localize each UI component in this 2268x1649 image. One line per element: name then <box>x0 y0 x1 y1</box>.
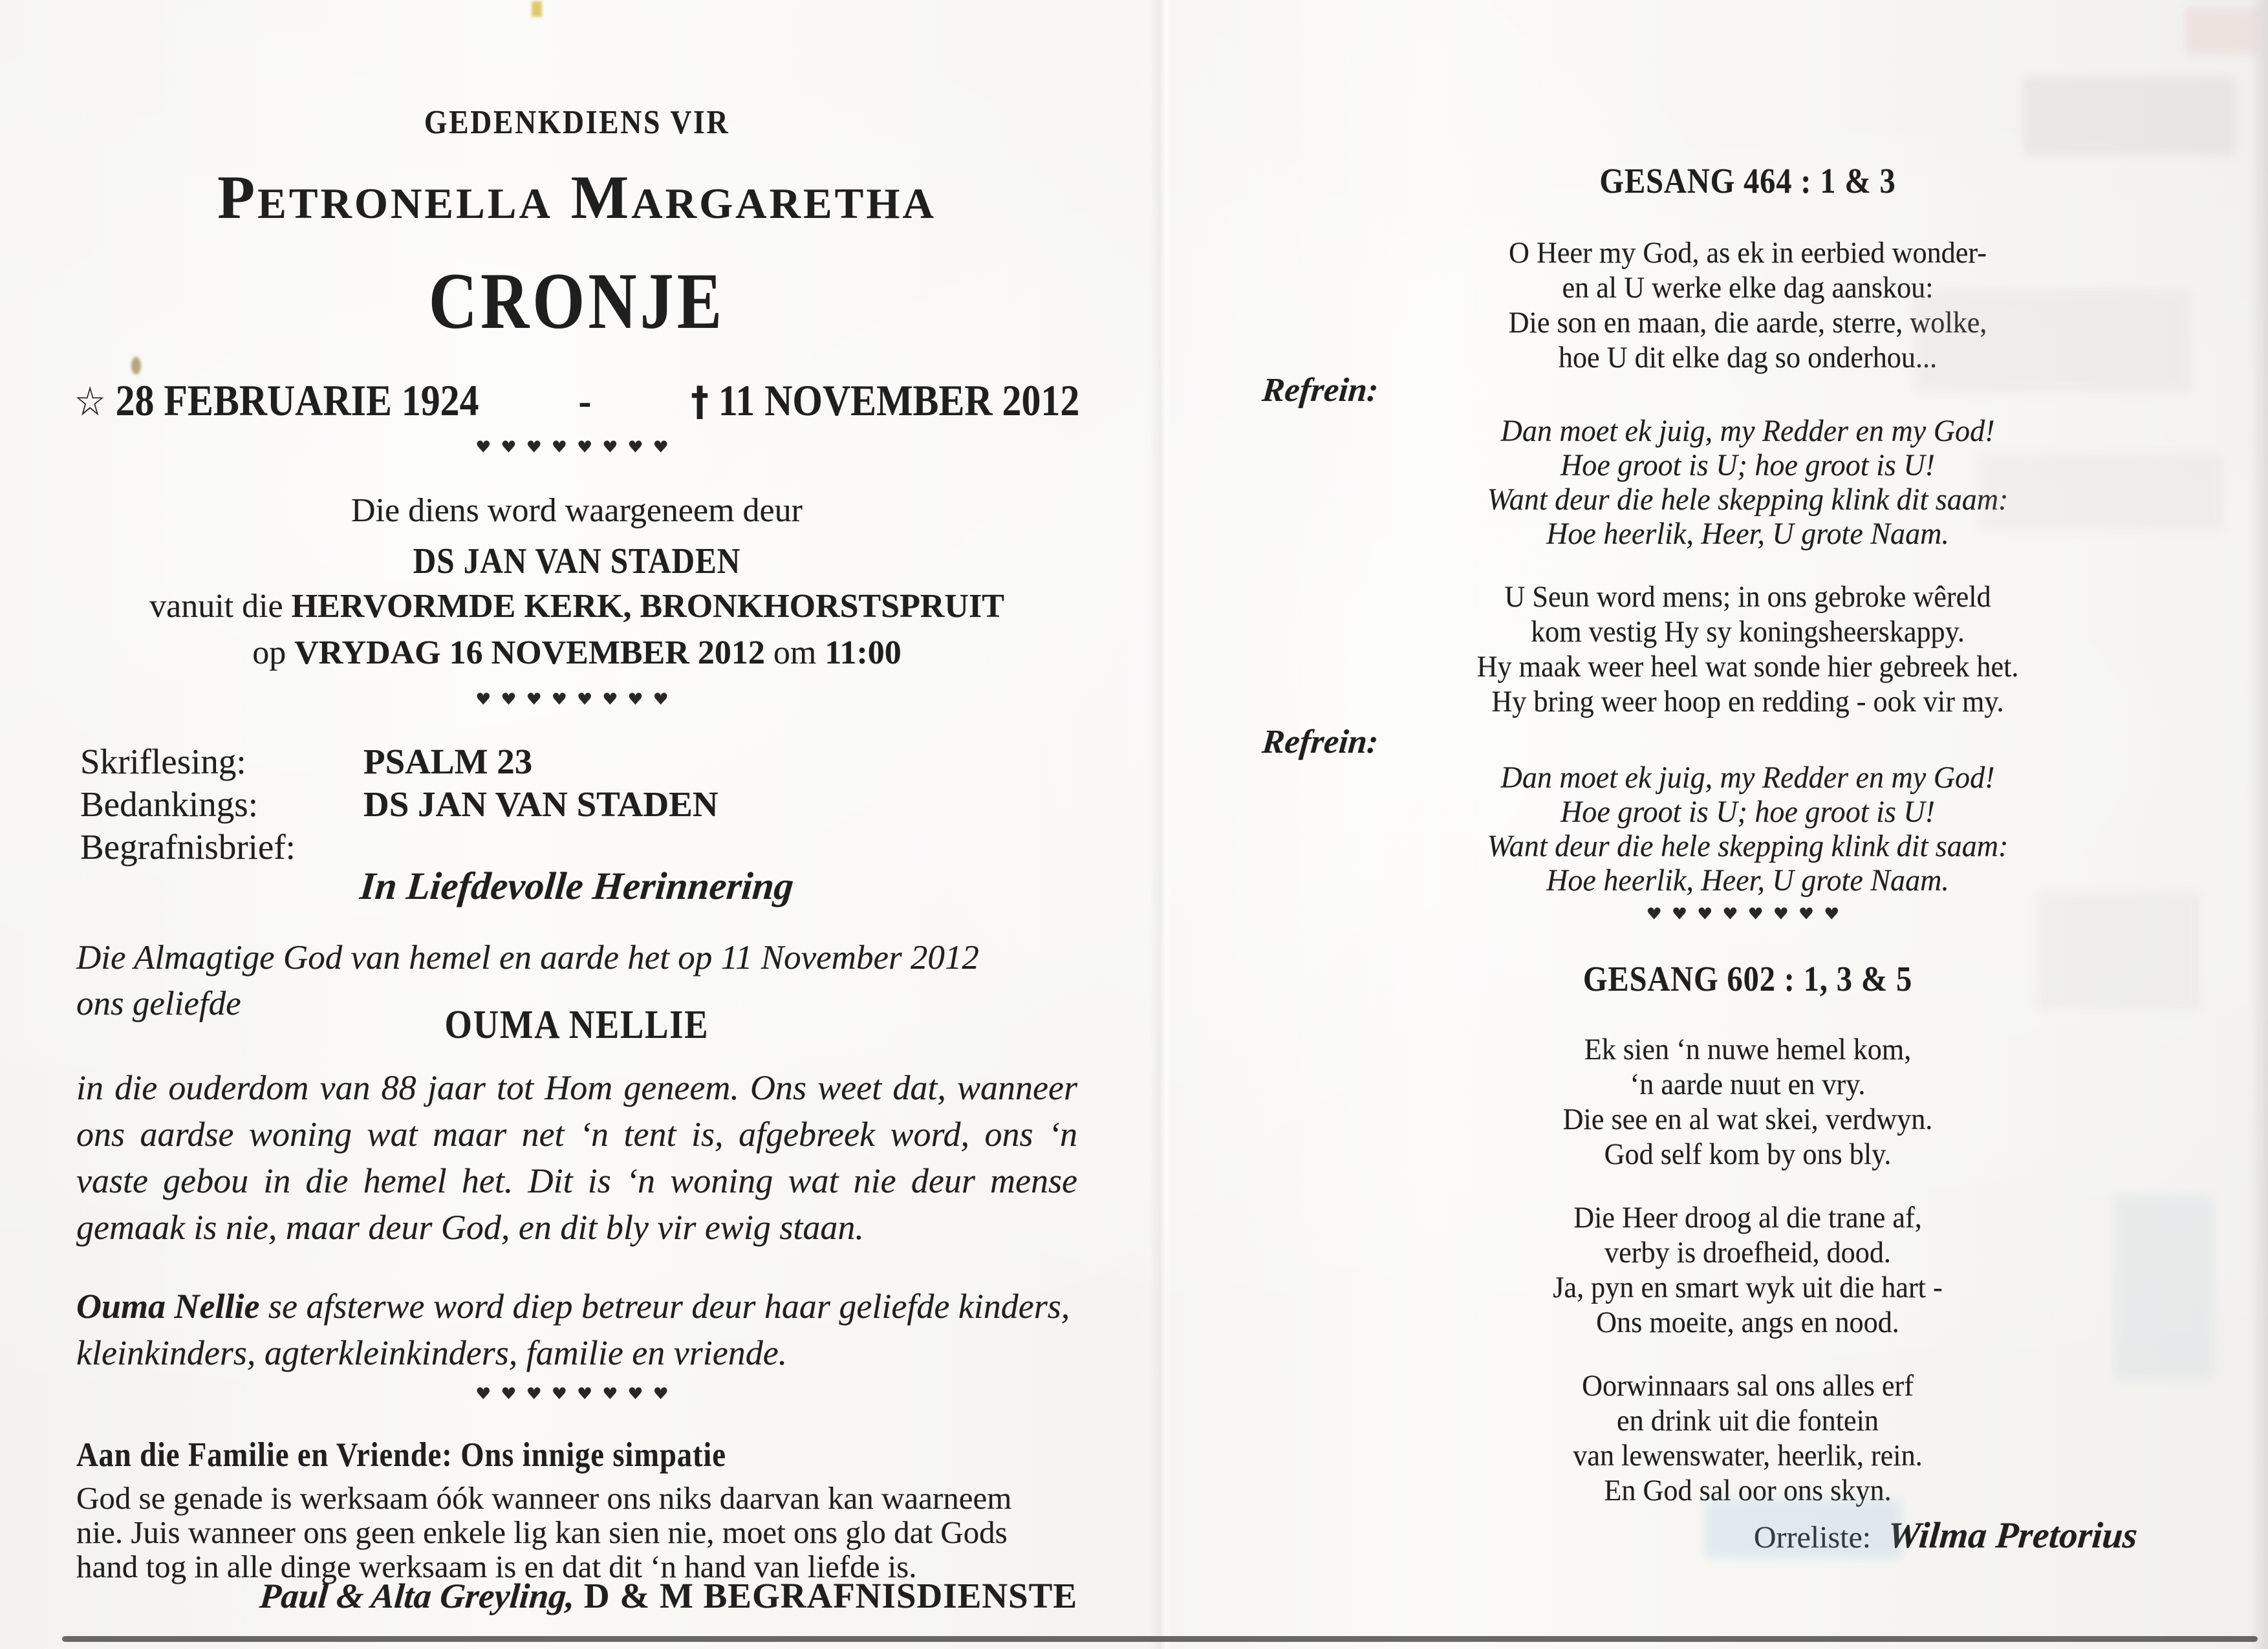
refrain-label <box>1262 371 1378 409</box>
scan-right-edge-shadow <box>2249 0 2268 1649</box>
right-page <box>1261 0 2234 1649</box>
service-intro: Die diens word waargeneem deur <box>351 492 803 529</box>
service-type-heading: GEDENKDIENS VIR <box>424 104 730 141</box>
program-value: PSALM 23 <box>363 742 533 781</box>
showthrough-smudge <box>2023 76 2236 155</box>
birth-date-group <box>74 375 479 426</box>
program-value: DS JAN VAN STADEN <box>363 784 718 824</box>
death-date: 11 NOVEMBER 2012 <box>718 376 1080 425</box>
left-page <box>74 0 1080 1649</box>
deceased-surname: CRONJE <box>428 257 726 345</box>
organist-name-text: Wilma Pretorius <box>1886 1515 2139 1556</box>
showthrough-smudge <box>2036 891 2201 1011</box>
verse-line: God self kom by ons bly. <box>1604 1137 1892 1171</box>
verse-line: En God sal oor ons skyn. <box>1604 1474 1892 1507</box>
program-label: Begrafnisbrief: <box>80 827 296 867</box>
verse-line: kom vestig Hy sy koningsheerskappy. <box>1531 615 1965 649</box>
signature-names-text: Paul & Alta Greyling, <box>258 1577 578 1615</box>
memorial-body: in die ouderdom van 88 jaar tot Hom geneem. Ons weet dat, wanneer ons aardse woning wat maar net ‘n tent is, afgebreek word, ons ‘n vaste gebou in die hemel het. Dit is ‘n woning wat nie deur mense gemaak is nie, maar deur God, en dit bly vir ewig staan. <box>76 1068 1077 1247</box>
funeral-home-name: D & M BEGRAFNISDIENSTE <box>583 1576 1077 1615</box>
death-date-group <box>691 375 1079 426</box>
mourning-rest: se afsterwe word diep betreur deur haar geliefde kinders, kleinkinders, agterkleinkinders, familie en vriende. <box>76 1287 1070 1372</box>
organist-name <box>1888 1515 2137 1556</box>
floral-divider-icon: ♥♥♥♥♥♥♥♥ <box>1646 905 1850 923</box>
minister-name: DS JAN VAN STADEN <box>413 541 741 581</box>
verse-line: Ek sien ‘n nuwe hemel kom, <box>1584 1033 1912 1066</box>
venue-name: HERVORMDE KERK, BRONKHORSTSPRUIT <box>291 588 1004 625</box>
hymn1-title: GESANG 464 : 1 & 3 <box>1599 161 1896 200</box>
floral-divider-icon: ♥♥♥♥♥♥♥♥ <box>475 438 678 457</box>
refrain-label-text: Refrein: <box>1260 724 1380 760</box>
verse-line: ‘n aarde nuut en vry. <box>1630 1068 1866 1101</box>
showthrough-smudge <box>2113 1195 2214 1379</box>
when-mid: om <box>764 634 825 671</box>
verse-line: Hy maak weer heel wat sonde hier gebreek het. <box>1476 650 2019 684</box>
hymn2-title: GESANG 602 : 1, 3 & 5 <box>1582 959 1913 998</box>
verse-line: Hoe groot is U; hoe groot is U! <box>1561 795 1935 829</box>
verse-line: O Heer my God, as ek in eerbied wonder- <box>1509 236 1987 270</box>
in-loving-memory-text: In Liefdevolle Herinnering <box>358 865 795 907</box>
verse-line: U Seun word mens; in ons gebroke wêreld <box>1504 580 1991 614</box>
verse-line: Dan moet ek juig, my Redder en my God! <box>1500 414 1995 448</box>
verse-line: en al U werke elke dag aanskou: <box>1562 271 1934 305</box>
service-datetime <box>76 634 1077 672</box>
venue-prefix: vanuit die <box>149 588 292 625</box>
showthrough-smudge <box>1913 290 2191 393</box>
sympathy-body: God se genade is werksaam óók wanneer ons niks daarvan kan waarneem nie. Juis wanneer ons geen enkele lig kan sien nie, moet ons glo dat Gods hand tog in alle dinge werksaam is en dat dit ‘n hand van liefde is. <box>76 1480 1012 1584</box>
when-prefix: op <box>252 634 295 671</box>
showthrough-smudge <box>2185 8 2259 54</box>
mourning-lead: Ouma Nellie <box>76 1287 260 1326</box>
verse-line: Hoe groot is U; hoe groot is U! <box>1561 448 1935 482</box>
signature-names <box>258 1577 578 1615</box>
showthrough-smudge <box>1978 453 2223 532</box>
hymn2-verse2 <box>1290 1200 2205 1340</box>
hymn1-refrain-repeat <box>1280 760 2215 898</box>
verse-line: Hy bring weer hoop en redding - ook vir my. <box>1491 685 2004 718</box>
verse-line: Ja, pyn en smart wyk uit die hart - <box>1553 1271 1943 1304</box>
program-label: Skriflesing: <box>80 742 246 781</box>
when-date: VRYDAG 16 NOVEMBER 2012 <box>294 634 765 671</box>
verse-line: hoe U dit elke dag so onderhou... <box>1558 341 1938 374</box>
birth-star-icon: ☆ <box>74 378 106 425</box>
memorial-intro: Die Almagtige God van hemel en aarde het op 11 November 2012 ons geliefde <box>76 939 979 1022</box>
verse-line: verby is droefheid, dood. <box>1604 1236 1891 1269</box>
verse-line: Die Heer droog al die trane af, <box>1573 1201 1922 1234</box>
verse-line: Ons moeite, angs en nood. <box>1596 1306 1899 1339</box>
verse-line: en drink uit die fontein <box>1617 1404 1879 1438</box>
floral-divider-icon: ♥♥♥♥♥♥♥♥ <box>475 1385 678 1403</box>
program-row <box>80 826 1077 867</box>
life-dates <box>74 375 1080 426</box>
program-row <box>80 784 1077 824</box>
funeral-home-signature <box>76 1575 1077 1616</box>
mourning-paragraph <box>76 1283 1077 1376</box>
organist-label: Orreliste: <box>1753 1520 1872 1555</box>
in-loving-memory-heading <box>76 864 1077 909</box>
service-venue <box>76 587 1077 625</box>
verse-line: Dan moet ek juig, my Redder en my God! <box>1500 760 1995 795</box>
deceased-name: Petronella Margaretha <box>217 163 936 232</box>
verse-line: Die see en al wat skei, verdwyn. <box>1562 1103 1933 1136</box>
when-time: 11:00 <box>825 634 902 671</box>
birth-date: 28 FEBRUARIE 1924 <box>115 376 479 425</box>
death-cross-icon: † <box>691 378 709 425</box>
dates-separator: - <box>578 376 592 425</box>
hymn1-verse2 <box>1290 579 2205 719</box>
program-label: Bedankings: <box>80 784 258 824</box>
verse-line: Die son en maan, die aarde, sterre, wolke, <box>1508 306 1987 339</box>
verse-line: Hoe heerlik, Heer, U grote Naam. <box>1546 517 1949 551</box>
verse-line: Want deur die hele skepping klink dit saam: <box>1487 829 2009 863</box>
showthrough-smudge <box>1705 1499 1902 1558</box>
verse-line: van lewenswater, heerlik, rein. <box>1573 1439 1923 1472</box>
sympathy-heading: Aan die Familie en Vriende: Ons innige simpatie <box>76 1436 726 1474</box>
hymn2-verse3 <box>1290 1368 2205 1508</box>
verse-line: Oorwinnaars sal ons alles erf <box>1582 1369 1914 1403</box>
refrain-label-text: Refrein: <box>1260 372 1380 409</box>
pet-name-heading: OUMA NELLIE <box>444 1003 709 1047</box>
page-fold-crease <box>1150 0 1172 1649</box>
floral-divider-icon: ♥♥♥♥♥♥♥♥ <box>475 690 678 709</box>
refrain-label <box>1262 723 1378 761</box>
hymn2-verse1 <box>1290 1032 2205 1172</box>
verse-line: Want deur die hele skepping klink dit saam: <box>1487 482 2009 517</box>
verse-line: Hoe heerlik, Heer, U grote Naam. <box>1546 863 1949 898</box>
program-row <box>80 741 1077 782</box>
